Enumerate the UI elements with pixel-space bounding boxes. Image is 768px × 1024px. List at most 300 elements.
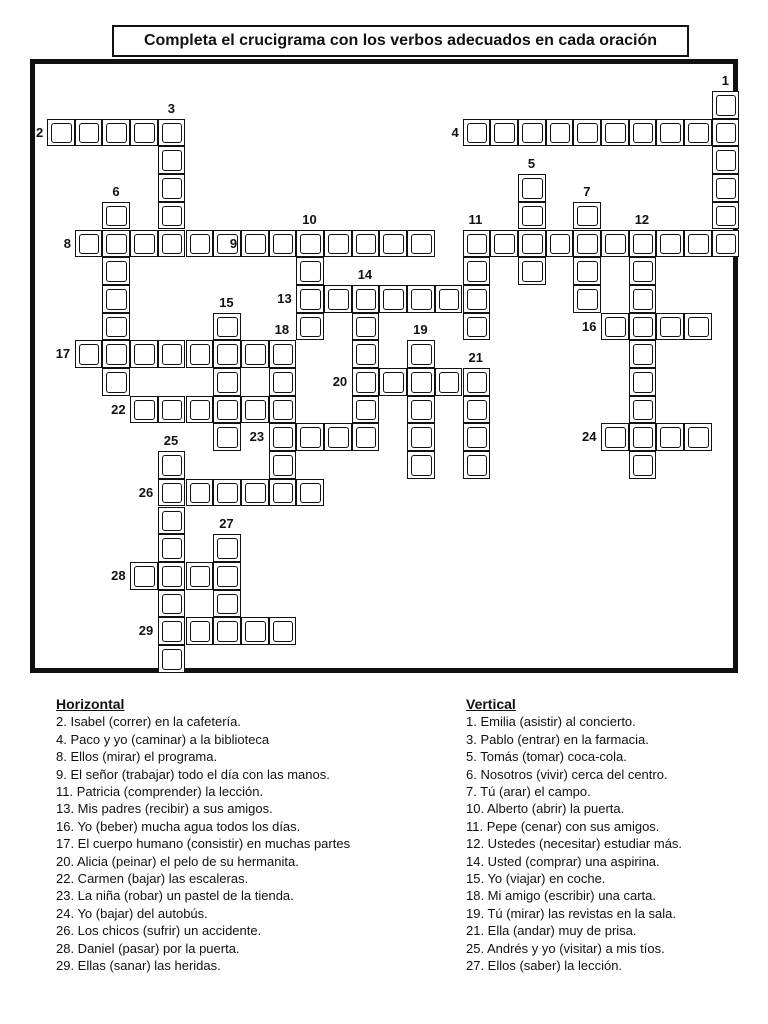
crossword-cell-inner <box>467 455 488 476</box>
crossword-cell[interactable] <box>352 368 380 396</box>
crossword-cell-inner <box>494 234 515 255</box>
crossword-cell[interactable] <box>407 285 435 313</box>
crossword-cell[interactable] <box>518 174 546 202</box>
crossword-cell[interactable] <box>712 119 740 147</box>
crossword-cell[interactable] <box>102 285 130 313</box>
clue-number-10: 10 <box>302 211 317 227</box>
crossword-cell-inner <box>356 317 377 338</box>
crossword-cell[interactable] <box>130 119 158 147</box>
crossword-cell[interactable] <box>158 617 186 645</box>
crossword-cell[interactable] <box>213 340 241 368</box>
crossword-cell[interactable] <box>213 617 241 645</box>
crossword-cell[interactable] <box>463 119 491 147</box>
crossword-cell[interactable] <box>463 368 491 396</box>
crossword-cell-inner <box>300 234 321 255</box>
clues-horizontal <box>56 696 436 975</box>
clue-v-19: 19. Tú (mirar) las revistas en la sala. <box>466 905 676 921</box>
crossword-cell[interactable] <box>75 340 103 368</box>
crossword-cell-inner <box>106 317 127 338</box>
crossword-cell-inner <box>356 344 377 365</box>
crossword-cell[interactable] <box>158 451 186 479</box>
crossword-cell-inner <box>577 123 598 144</box>
crossword-cell[interactable] <box>352 423 380 451</box>
crossword-cell-inner <box>356 400 377 421</box>
crossword-cell[interactable] <box>269 479 297 507</box>
crossword-cell[interactable] <box>573 285 601 313</box>
crossword-cell[interactable] <box>186 479 214 507</box>
crossword-cell[interactable] <box>601 230 629 258</box>
crossword-cell-inner <box>162 511 183 532</box>
crossword-cell[interactable] <box>158 645 186 673</box>
clue-h-11: 11. Patricia (comprender) la lección. <box>56 784 264 800</box>
crossword-cell[interactable] <box>102 119 130 147</box>
crossword-cell-inner <box>356 289 377 310</box>
crossword-cell-inner <box>411 455 432 476</box>
crossword-cell[interactable] <box>573 119 601 147</box>
crossword-cell[interactable] <box>712 230 740 258</box>
crossword-cell-inner <box>411 289 432 310</box>
crossword-cell-inner <box>467 123 488 144</box>
crossword-cell-inner <box>134 234 155 255</box>
crossword-cell[interactable] <box>629 119 657 147</box>
crossword-cell[interactable] <box>269 423 297 451</box>
crossword-cell-inner <box>467 427 488 448</box>
crossword-cell-inner <box>273 483 294 504</box>
clue-number-16: 16 <box>582 318 597 334</box>
crossword-cell-inner <box>162 234 183 255</box>
clue-h-23: 23. La niña (robar) un pastel de la tienda. <box>56 888 294 904</box>
crossword-cell[interactable] <box>463 423 491 451</box>
crossword-cell[interactable] <box>712 91 740 119</box>
crossword-cell-inner <box>162 649 183 670</box>
crossword-cell[interactable] <box>435 368 463 396</box>
crossword-cell[interactable] <box>296 230 324 258</box>
crossword-cell[interactable] <box>573 202 601 230</box>
crossword-cell-inner <box>300 289 321 310</box>
crossword-cell-inner <box>217 317 238 338</box>
clue-number-6: 6 <box>112 183 120 199</box>
crossword-cell-inner <box>605 317 626 338</box>
crossword-cell[interactable] <box>629 230 657 258</box>
clue-number-26: 26 <box>138 484 154 500</box>
clue-h-13: 13. Mis padres (recibir) a sus amigos. <box>56 801 273 817</box>
crossword-cell[interactable] <box>463 451 491 479</box>
crossword-cell[interactable] <box>352 285 380 313</box>
crossword-cell[interactable] <box>269 396 297 424</box>
crossword-cell[interactable] <box>546 119 574 147</box>
clue-number-1: 1 <box>721 73 730 88</box>
crossword-cell-inner <box>660 234 681 255</box>
crossword-cell-inner <box>217 372 238 393</box>
crossword-cell-inner <box>716 178 737 199</box>
crossword-cell[interactable] <box>379 368 407 396</box>
crossword-cell-inner <box>162 455 183 476</box>
crossword-cell[interactable] <box>407 451 435 479</box>
crossword-cell[interactable] <box>324 285 352 313</box>
crossword-cell-inner <box>273 372 294 393</box>
crossword-cell-inner <box>190 400 211 421</box>
clue-number-5: 5 <box>527 156 536 172</box>
crossword-cell-inner <box>162 566 183 587</box>
crossword-cell-inner <box>633 427 654 448</box>
crossword-cell-inner <box>716 123 737 144</box>
crossword-cell-inner <box>245 344 266 365</box>
crossword-cell-inner <box>273 344 294 365</box>
crossword-cell-inner <box>162 123 183 144</box>
crossword-cell-inner <box>79 344 100 365</box>
clue-h-28: 28. Daniel (pasar) por la puerta. <box>56 940 240 956</box>
clue-number-4: 4 <box>451 124 459 140</box>
crossword-cell-inner <box>633 372 654 393</box>
crossword-cell-inner <box>356 234 377 255</box>
clue-number-19: 19 <box>413 322 428 338</box>
crossword-cell[interactable] <box>130 562 158 590</box>
clue-v-7: 7. Tú (arar) el campo. <box>466 784 591 800</box>
crossword-cell[interactable] <box>573 257 601 285</box>
clues-horizontal-heading: Horizontal <box>56 696 125 712</box>
crossword-cell-inner <box>633 344 654 365</box>
clue-v-3: 3. Pablo (entrar) en la farmacia. <box>466 731 649 747</box>
clue-h-26: 26. Los chicos (sufrir) un accidente. <box>56 923 262 939</box>
crossword-cell-inner <box>217 483 238 504</box>
crossword-cell-inner <box>605 123 626 144</box>
clue-h-4: 4. Paco y yo (caminar) a la biblioteca <box>56 731 270 747</box>
instruction-title: Completa el crucigrama con los verbos adecuados en cada oración <box>143 32 658 49</box>
crossword-cell[interactable] <box>463 285 491 313</box>
crossword-cell[interactable] <box>629 423 657 451</box>
crossword-cell[interactable] <box>102 340 130 368</box>
crossword-cell[interactable] <box>379 230 407 258</box>
crossword-cell[interactable] <box>213 396 241 424</box>
crossword-cell-inner <box>522 178 543 199</box>
crossword-cell[interactable] <box>47 119 75 147</box>
crossword-cell-inner <box>550 123 571 144</box>
crossword-cell[interactable] <box>158 146 186 174</box>
crossword-cell-inner <box>190 483 211 504</box>
crossword-cell[interactable] <box>407 340 435 368</box>
crossword-cell[interactable] <box>296 285 324 313</box>
crossword-cell[interactable] <box>407 423 435 451</box>
crossword-cell[interactable] <box>684 230 712 258</box>
crossword-cell[interactable] <box>158 340 186 368</box>
crossword-cell[interactable] <box>629 396 657 424</box>
crossword-cell[interactable] <box>601 313 629 341</box>
crossword-cell[interactable] <box>158 562 186 590</box>
crossword-cell-inner <box>273 400 294 421</box>
crossword-cell[interactable] <box>518 230 546 258</box>
crossword-cell[interactable] <box>213 479 241 507</box>
crossword-cell[interactable] <box>130 340 158 368</box>
clue-h-29: 29. Ellas (sanar) las heridas. <box>56 958 221 974</box>
crossword-cell[interactable] <box>241 230 269 258</box>
crossword-cell-inner <box>411 427 432 448</box>
clue-v-21: 21. Ella (andar) muy de prisa. <box>466 923 637 939</box>
crossword-cell-inner <box>106 261 127 282</box>
crossword-cell-inner <box>383 372 404 393</box>
clue-number-11: 11 <box>468 211 483 227</box>
crossword-cell-inner <box>217 538 238 559</box>
crossword-cell-inner <box>522 261 543 282</box>
crossword-cell-inner <box>245 400 266 421</box>
crossword-cell-inner <box>660 427 681 448</box>
clue-h-24: 24. Yo (bajar) del autobús. <box>56 905 208 921</box>
crossword-cell-inner <box>162 150 183 171</box>
crossword-cell[interactable] <box>656 119 684 147</box>
crossword-cell[interactable] <box>213 534 241 562</box>
crossword-cell-inner <box>300 261 321 282</box>
crossword-cell-inner <box>383 289 404 310</box>
crossword-cell[interactable] <box>324 423 352 451</box>
crossword-cell[interactable] <box>352 396 380 424</box>
crossword-cell[interactable] <box>158 534 186 562</box>
crossword-cell[interactable] <box>269 340 297 368</box>
clue-number-22: 22 <box>111 401 126 417</box>
crossword-cell-inner <box>190 566 211 587</box>
crossword-cell[interactable] <box>269 617 297 645</box>
crossword-cell[interactable] <box>241 479 269 507</box>
crossword-cell-inner <box>162 400 183 421</box>
crossword-cell-inner <box>716 150 737 171</box>
crossword-cell-inner <box>467 372 488 393</box>
crossword-cell[interactable] <box>75 119 103 147</box>
crossword-cell[interactable] <box>463 313 491 341</box>
crossword-cell[interactable] <box>518 257 546 285</box>
crossword-cell[interactable] <box>352 313 380 341</box>
crossword-cell[interactable] <box>684 423 712 451</box>
clue-v-1: 1. Emilia (asistir) al concierto. <box>466 714 636 730</box>
crossword-cell[interactable] <box>352 340 380 368</box>
crossword-cell[interactable] <box>463 257 491 285</box>
crossword-cell-inner <box>134 123 155 144</box>
crossword-cell[interactable] <box>712 202 740 230</box>
clue-number-9: 9 <box>229 235 238 251</box>
crossword-cell-inner <box>494 123 515 144</box>
crossword-cell[interactable] <box>463 396 491 424</box>
crossword-cell[interactable] <box>296 257 324 285</box>
crossword-cell[interactable] <box>573 230 601 258</box>
crossword-cell[interactable] <box>241 396 269 424</box>
crossword-cell[interactable] <box>684 119 712 147</box>
crossword-cell-inner <box>273 234 294 255</box>
crossword-cell[interactable] <box>490 119 518 147</box>
clue-h-9: 9. El señor (trabajar) todo el día con las manos. <box>56 766 330 782</box>
crossword-cell[interactable] <box>130 396 158 424</box>
crossword-cell[interactable] <box>629 451 657 479</box>
crossword-cell[interactable] <box>102 257 130 285</box>
crossword-cell-inner <box>688 123 709 144</box>
crossword-cell-inner <box>467 317 488 338</box>
clue-v-6: 6. Nosotros (vivir) cerca del centro. <box>466 766 668 782</box>
crossword-cell[interactable] <box>241 617 269 645</box>
crossword-cell-inner <box>633 400 654 421</box>
crossword-cell-inner <box>467 289 488 310</box>
crossword-cell-inner <box>300 317 321 338</box>
crossword-cell[interactable] <box>130 230 158 258</box>
crossword-cell[interactable] <box>158 202 186 230</box>
crossword-cell[interactable] <box>186 617 214 645</box>
crossword-cell-inner <box>605 234 626 255</box>
crossword-cell[interactable] <box>656 423 684 451</box>
clue-v-15: 15. Yo (viajar) en coche. <box>466 871 606 887</box>
crossword-cell[interactable] <box>656 230 684 258</box>
crossword-cell[interactable] <box>629 257 657 285</box>
crossword-cell-inner <box>577 206 598 227</box>
crossword-cell-inner <box>162 483 183 504</box>
crossword-cell[interactable] <box>518 202 546 230</box>
crossword-cell[interactable] <box>213 562 241 590</box>
crossword-cell-inner <box>217 344 238 365</box>
clue-v-11: 11. Pepe (cenar) con sus amigos. <box>466 818 660 834</box>
clue-number-3: 3 <box>167 100 176 116</box>
crossword-cell[interactable] <box>213 368 241 396</box>
crossword-cell[interactable] <box>158 119 186 147</box>
crossword-cell-inner <box>633 317 654 338</box>
crossword-cell-inner <box>688 234 709 255</box>
crossword-cell-inner <box>51 123 72 144</box>
crossword-cell[interactable] <box>407 396 435 424</box>
crossword-cell[interactable] <box>102 202 130 230</box>
crossword-cell-inner <box>273 455 294 476</box>
crossword-cell-inner <box>688 427 709 448</box>
crossword-cell-inner <box>522 206 543 227</box>
clue-number-7: 7 <box>583 183 591 199</box>
clue-number-12: 12 <box>634 211 650 227</box>
crossword-cell[interactable] <box>269 368 297 396</box>
clue-v-5: 5. Tomás (tomar) coca-cola. <box>466 749 627 765</box>
clue-v-27: 27. Ellos (saber) la lección. <box>466 958 623 974</box>
crossword-cell[interactable] <box>186 230 214 258</box>
crossword-cell[interactable] <box>463 230 491 258</box>
crossword-cell-inner <box>522 234 543 255</box>
crossword-cell[interactable] <box>629 340 657 368</box>
crossword-cell-inner <box>633 455 654 476</box>
crossword-cell-inner <box>190 344 211 365</box>
crossword-cell[interactable] <box>684 313 712 341</box>
crossword-cell[interactable] <box>712 146 740 174</box>
clue-h-16: 16. Yo (beber) mucha agua todos los días. <box>56 818 301 834</box>
clue-number-15: 15 <box>219 294 234 310</box>
clue-number-2: 2 <box>36 124 44 140</box>
crossword-cell[interactable] <box>435 285 463 313</box>
crossword-cell[interactable] <box>352 230 380 258</box>
crossword-cell[interactable] <box>296 479 324 507</box>
crossword-cell-inner <box>633 234 654 255</box>
crossword-cell-inner <box>356 372 377 393</box>
crossword-cell[interactable] <box>656 313 684 341</box>
crossword-cell[interactable] <box>518 119 546 147</box>
clue-number-8: 8 <box>63 235 71 251</box>
clue-v-18: 18. Mi amigo (escribir) una carta. <box>466 888 657 904</box>
crossword-cell-inner <box>106 123 127 144</box>
crossword-cell[interactable] <box>158 590 186 618</box>
crossword-cell-inner <box>522 123 543 144</box>
crossword-cell[interactable] <box>546 230 574 258</box>
crossword-cell-inner <box>245 621 266 642</box>
crossword-cell[interactable] <box>490 230 518 258</box>
crossword-cell[interactable] <box>158 396 186 424</box>
clue-v-10: 10. Alberto (abrir) la puerta. <box>466 801 625 817</box>
crossword-cell-inner <box>273 621 294 642</box>
crossword-cell-inner <box>328 234 349 255</box>
crossword-cell[interactable] <box>379 285 407 313</box>
crossword-cell[interactable] <box>186 396 214 424</box>
crossword-cell-inner <box>328 427 349 448</box>
crossword-cell[interactable] <box>241 340 269 368</box>
clue-number-21: 21 <box>468 350 483 365</box>
crossword-cell[interactable] <box>601 119 629 147</box>
crossword-cell[interactable] <box>269 230 297 258</box>
crossword-cell[interactable] <box>158 230 186 258</box>
clue-number-24: 24 <box>582 429 597 445</box>
crossword-cell[interactable] <box>601 423 629 451</box>
crossword-cell[interactable] <box>213 590 241 618</box>
crossword-cell-inner <box>162 594 183 615</box>
crossword-cell-inner <box>577 289 598 310</box>
crossword-cell-inner <box>134 344 155 365</box>
crossword-cell-inner <box>356 427 377 448</box>
crossword-cell-inner <box>411 234 432 255</box>
crossword-cell-inner <box>577 234 598 255</box>
crossword-cell[interactable] <box>102 230 130 258</box>
clue-number-18: 18 <box>274 322 290 338</box>
crossword-cell-inner <box>633 261 654 282</box>
crossword-cell-inner <box>605 427 626 448</box>
crossword-cell[interactable] <box>269 451 297 479</box>
crossword-cell-inner <box>162 178 183 199</box>
crossword-cell[interactable] <box>629 285 657 313</box>
crossword-cell[interactable] <box>186 562 214 590</box>
crossword-cell-inner <box>467 261 488 282</box>
crossword-cell-inner <box>217 594 238 615</box>
crossword-cell[interactable] <box>407 368 435 396</box>
crossword-cell[interactable] <box>213 313 241 341</box>
crossword-cell[interactable] <box>102 368 130 396</box>
crossword-cell[interactable] <box>407 230 435 258</box>
clue-number-27: 27 <box>219 516 234 532</box>
clue-h-22: 22. Carmen (bajar) las escaleras. <box>56 871 249 887</box>
crossword-cell[interactable] <box>712 174 740 202</box>
crossword-cell-inner <box>162 344 183 365</box>
clues-vertical-heading: Vertical <box>466 696 516 712</box>
crossword-cell[interactable] <box>629 313 657 341</box>
crossword-cell[interactable] <box>296 423 324 451</box>
crossword-cell-inner <box>245 234 266 255</box>
crossword-cell[interactable] <box>102 313 130 341</box>
crossword-cell-inner <box>106 344 127 365</box>
crossword-cell-inner <box>134 566 155 587</box>
crossword-cell[interactable] <box>296 313 324 341</box>
crossword-cell-inner <box>467 400 488 421</box>
crossword-cell-inner <box>411 400 432 421</box>
crossword-cell-inner <box>217 400 238 421</box>
crossword-cell[interactable] <box>75 230 103 258</box>
crossword-cell-inner <box>134 400 155 421</box>
crossword-cell[interactable] <box>158 507 186 535</box>
crossword-cell[interactable] <box>213 423 241 451</box>
crossword-cell-inner <box>217 427 238 448</box>
crossword-cell[interactable] <box>186 340 214 368</box>
crossword-cell[interactable] <box>158 174 186 202</box>
crossword-cell[interactable] <box>158 479 186 507</box>
crossword-cell[interactable] <box>324 230 352 258</box>
crossword-cell-inner <box>162 621 183 642</box>
clue-h-17: 17. El cuerpo humano (consistir) en muchas partes <box>56 836 351 852</box>
clue-h-2: 2. Isabel (correr) en la cafetería. <box>56 714 241 730</box>
crossword-cell[interactable] <box>629 368 657 396</box>
crossword-cell-inner <box>79 234 100 255</box>
crossword-cell-inner <box>79 123 100 144</box>
clue-h-20: 20. Alicia (peinar) el pelo de su hermanita. <box>56 853 299 869</box>
